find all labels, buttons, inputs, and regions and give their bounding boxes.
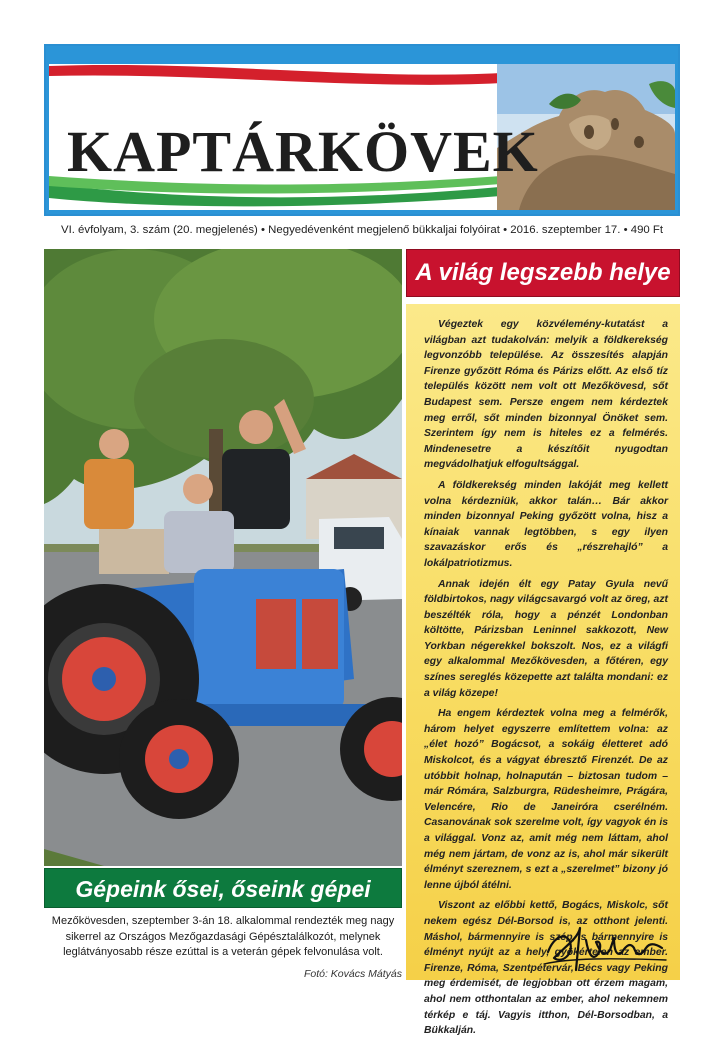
photo-credit: Fotó: Kovács Mátyás [303, 968, 402, 980]
article-headline-band [406, 249, 680, 297]
photo-headline-band [44, 868, 402, 908]
masthead-title: KAPTÁRKÖVEK [67, 119, 539, 184]
masthead [44, 44, 680, 216]
article-paragraph: Végeztek egy közvélemény-kutatást a világban azt tudakolván: melyik a földkerekség legvonzóbb települése. Az összesítés alapján Firenze győzött Róma és Párizs előtt. Az első tíz település között nem volt ott Mezőkövesd, sőt Budapest sem. Persze engem nem kérdeztek meg erről, sőt minden bizonnyal Önöket sem. Szerintem így nem is hiteles ez a felmérés. Mindenesetre a készítőit nyugodtan megvádolhatjuk elfogultsággal. [424, 319, 668, 471]
article-headline: A világ legszebb helye [415, 259, 671, 286]
article-body [406, 304, 680, 1037]
photo-headline: Gépeink ősei, őseink gépei [75, 876, 371, 902]
author-signature [540, 918, 670, 974]
issue-info: VI. évfolyam, 3. szám (20. megjelenés) • Negyedévenként megjelenő bükkaljai folyóirat • 2016. szeptember 17. • 490 Ft [60, 224, 664, 236]
article-paragraph: A földkerekség minden lakóját meg kellett volna kérdezniük, akkor talán… Bár akkor minden bizonnyal Peking győzött volna, hisz a kínaiak vannak legtöbben, s egy ilyen szavazáskor erős és „részrehajló” a lokálpatriotizmus. [424, 479, 668, 569]
article-paragraph: Viszont az előbbi kettő, Bogács, Miskolc, sőt nekem egész Dél-Borsod is, az otthont jelenti. Máshol, bármennyire is szép, s bármennyire is élményt nyújt az a hely, gyökértelen az ember. Firenze, Róma, Szentpétervár, Bécs vagy Peking meg érdemisét, de legjobban ott érzem magam, ahol nem otthontalan az ember, ahol nekemnem térkép e táj. Vagyis itthon, Dél-Borsodban, a Bükkalján. [424, 900, 668, 1037]
article-paragraph: Annak idején élt egy Patay Gyula nevű földbirtokos, nagy világcsavargó volt az öreg, azt beszélték róla, hogy a pénzét Londonban költötte, Párizsban Leninnel sakkozott, New Yorkban négerekkel bokszolt. Nos, ez a világfi egy alkalommal Mezőkövesden, a főtéren, egy színes sereglés közepette azt találta mondani: ez a világ közepe! [424, 578, 668, 699]
photo-caption: Mezőkövesden, szeptember 3-án 18. alkalommal rendezték meg nagy sikerrel az Országos Mezőgazdasági Gépésztalálkozót, melynek leglátványosabb része ezúttal is a veterán gépek felvonulása volt. [51, 915, 395, 958]
cover-photo [44, 249, 402, 866]
masthead-panel [49, 64, 675, 210]
article-paragraph: Ha engem kérdeztek volna meg a felmérők, három helyet egyszerre említettem volna: az „élet hozó” Bogácsot, a sokáig életteret adó Miskolcot, és a vágyat ébresztő Firenzét. De az utóbbit holnap, holnapután – biztosan tudom – már Rómára, Salzburgra, Rüdesheimre, Prágára, Velencére, Rio de Janeiróra cserélném. Casanovának sok szerelme volt, így vagyok én is a világgal. Vonz az, amit még nem láttam, ahol még nem jártam, de vonz az is, ahol már sikerült élményt szereznem, s ezt a „szerelmet” bizony jó lenne újból átélni. [424, 708, 668, 891]
